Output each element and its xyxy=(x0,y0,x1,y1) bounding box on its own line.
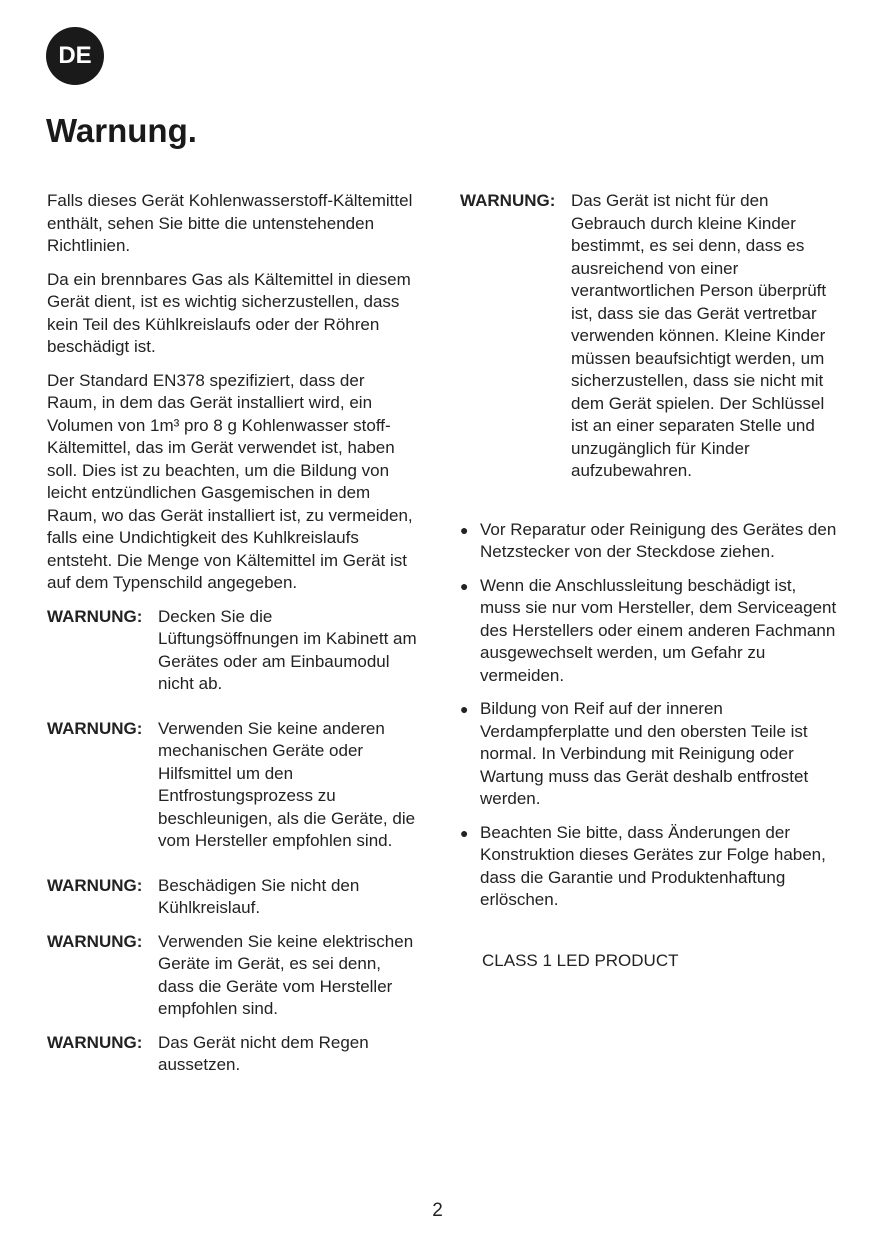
bullet-text: Beachten Sie bitte, dass Änderungen der Konstruktion dieses Gerätes zur Folge haben, dass die Garantie und Produktenhaftung erlöschen. xyxy=(480,822,826,909)
page-number: 2 xyxy=(432,1200,443,1221)
warning-label: WARNUNG: xyxy=(460,191,556,210)
list-item xyxy=(460,575,840,688)
children-warning-block xyxy=(460,190,840,483)
bullet-text: Vor Reparatur oder Reinigung des Gerätes den Netzstecker von der Steckdose ziehen. xyxy=(480,519,837,561)
warning-block xyxy=(47,875,417,920)
bullet-icon: ● xyxy=(460,577,469,594)
warning-label: WARNUNG: xyxy=(47,606,143,626)
list-item xyxy=(460,519,840,564)
list-item xyxy=(460,822,840,912)
bullet-icon: ● xyxy=(460,701,469,717)
warning-block xyxy=(47,931,417,1021)
warning-block xyxy=(47,718,417,853)
right-column xyxy=(460,190,840,972)
intro-paragraph: Falls dieses Gerät Kohlenwasserstoff-Kältemittel enthält, sehen Sie bitte die untenstehenden Richtlinien. xyxy=(47,191,413,255)
warning-text: Beschädigen Sie nicht den Kühlkreislauf. xyxy=(158,875,360,917)
warning-text: Das Gerät ist nicht für den Gebrauch durch kleine Kinder bestimmt, es sei denn, dass es ausreichend von einer verantwortlichen Person überprüft ist, dass sie das Gerät vertretbar verwenden können. Kleine Kinder müssen beaufsichtigt werden, um sicherzustellen, dass sie nicht mit dem Gerät spielen. Der Schlüssel ist an einer separaten Stelle und unzugänglich für Kinder aufzubewahren. xyxy=(571,191,827,480)
gas-paragraph: Da ein brennbares Gas als Kältemittel in diesem Gerät dient, ist es wichtig sicherzustellen, dass kein Teil des Kühlkreislaufs oder der Röhren beschädigt ist. xyxy=(47,269,411,356)
left-column xyxy=(47,190,417,1088)
warning-text: Verwenden Sie keine elektrischen Geräte im Gerät, es sei denn, dass die Geräte vom Hersteller empfohlen sind. xyxy=(158,931,414,1018)
safety-bullet-list xyxy=(460,519,840,912)
warning-text: Decken Sie die Lüftungsöffnungen im Kabinett am Gerätes oder am Einbaumodul nicht ab. xyxy=(158,606,417,693)
standard-paragraph: Der Standard EN378 spezifiziert, dass der Raum, in dem das Gerät installiert wird, ein Volumen von 1m³ pro 8 g Kohlenwasser stoff-Kältemittel, das im Gerät verwendet ist, haben soll. Dies ist zu beachten, um die Bildung von leicht entzündlichen Gasgemischen in dem Raum, wo das Gerät installiert ist, zu vermeiden, falls eine Undichtigkeit des Kuhlkreislaufs entsteht. Die Menge von Kältemittel im Gerät ist auf dem Typenschild angegeben. xyxy=(47,370,413,592)
page-title: Warnung. xyxy=(46,112,197,149)
warning-label: WARNUNG: xyxy=(47,875,143,895)
list-item xyxy=(460,698,840,811)
language-badge: DE xyxy=(46,27,104,85)
bullet-text: Wenn die Anschlussleitung beschädigt ist, muss sie nur vom Hersteller, dem Serviceagent des Herstellers oder einem anderen Fachmann ausgewechselt werden, um Gefahr zu vermeiden. xyxy=(480,575,837,685)
bullet-icon: ● xyxy=(460,824,469,841)
warning-block xyxy=(47,1032,417,1077)
warning-label: WARNUNG: xyxy=(47,718,143,738)
warning-label: WARNUNG: xyxy=(47,1032,143,1052)
warning-block xyxy=(47,606,417,696)
warning-text: Verwenden Sie keine anderen mechanischen Geräte oder Hilfsmittel um den Entfrostungsprozess zu beschleunigen, als die Geräte, die vom Hersteller empfohlen sind. xyxy=(158,718,416,850)
bullet-text: Bildung von Reif auf der inneren Verdampferplatte und den obersten Teile ist normal. In Verbindung mit Reinigung oder Wartung muss das Gerät deshalb entfrostet werden. xyxy=(480,699,809,808)
led-class-label: CLASS 1 LED PRODUCT xyxy=(482,950,679,970)
bullet-icon: ● xyxy=(460,521,469,538)
warning-text: Das Gerät nicht dem Regen aussetzen. xyxy=(158,1032,369,1074)
warning-label: WARNUNG: xyxy=(47,931,143,951)
